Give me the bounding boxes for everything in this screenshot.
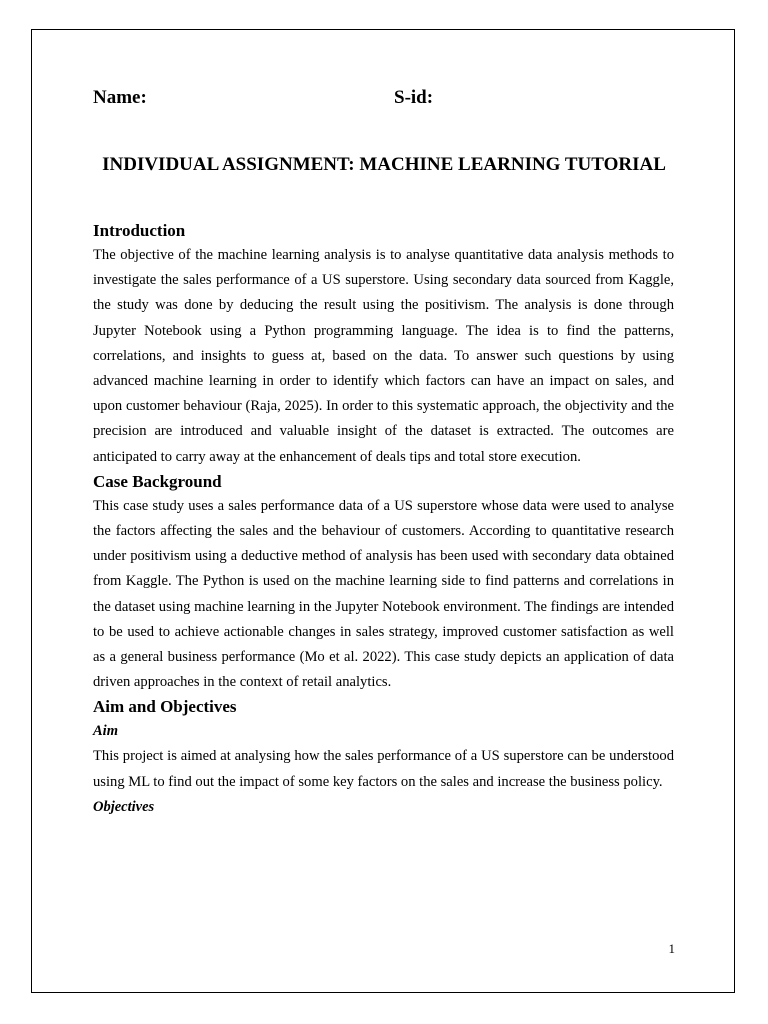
objectives-subheading: Objectives	[93, 798, 155, 815]
page-number: 1	[668, 941, 675, 956]
case-background-heading: Case Background	[93, 471, 222, 491]
introduction-heading: Introduction	[93, 221, 186, 240]
sid-label: S-id:	[394, 87, 434, 108]
aim-subheading: Aim	[93, 723, 118, 740]
introduction-paragraph: The objective of the machine learning analysis is to analyse quantitative data analysis methods to investigate the sales performance of a US superstore. Using secondary data sourced from Kaggle, the study was done by deducing the result using the positivism. The analysis is done through Jupyter Notebook using a Python programming language. The idea is to find the patterns, correlations, and insights to guess at, based on the data. To answer such questions by using advanced machine learning in order to identify which factors can have an impact on sales, and upon customer behaviour (Raja, 2025). In order to this systematic approach, the objectivity and the precision are introduced and valuable insight of the dataset is extracted. The outcomes are anticipated to carry away at the enhancement of deals tips and total store execution.	[93, 247, 674, 465]
name-label: Name:	[93, 87, 147, 108]
document-title: INDIVIDUAL ASSIGNMENT: MACHINE LEARNING TUTORIAL	[102, 154, 666, 175]
student-header	[93, 87, 675, 113]
document-body	[93, 219, 674, 820]
case-background-paragraph: This case study uses a sales performance data of a US superstore whose data were used to analyse the factors affecting the sales and the behaviour of customers. According to quantitative research under positivism using a deductive method of analysis has been used with secondary data obtained from Kaggle. The Python is used on the machine learning side to find patterns and correlations in the dataset using machine learning in the Jupyter Notebook environment. The findings are intended to be used to achieve actionable changes in sales strategy, improved customer satisfaction as well as a general business performance (Mo et al. 2022). This case study depicts an application of data driven approaches in the context of retail analytics.	[93, 497, 674, 691]
aim-paragraph: This project is aimed at analysing how the sales performance of a US superstore can be understood using ML to find out the impact of some key factors on the sales and increase the business policy.	[93, 748, 674, 790]
aim-objectives-heading: Aim and Objectives	[93, 697, 237, 717]
